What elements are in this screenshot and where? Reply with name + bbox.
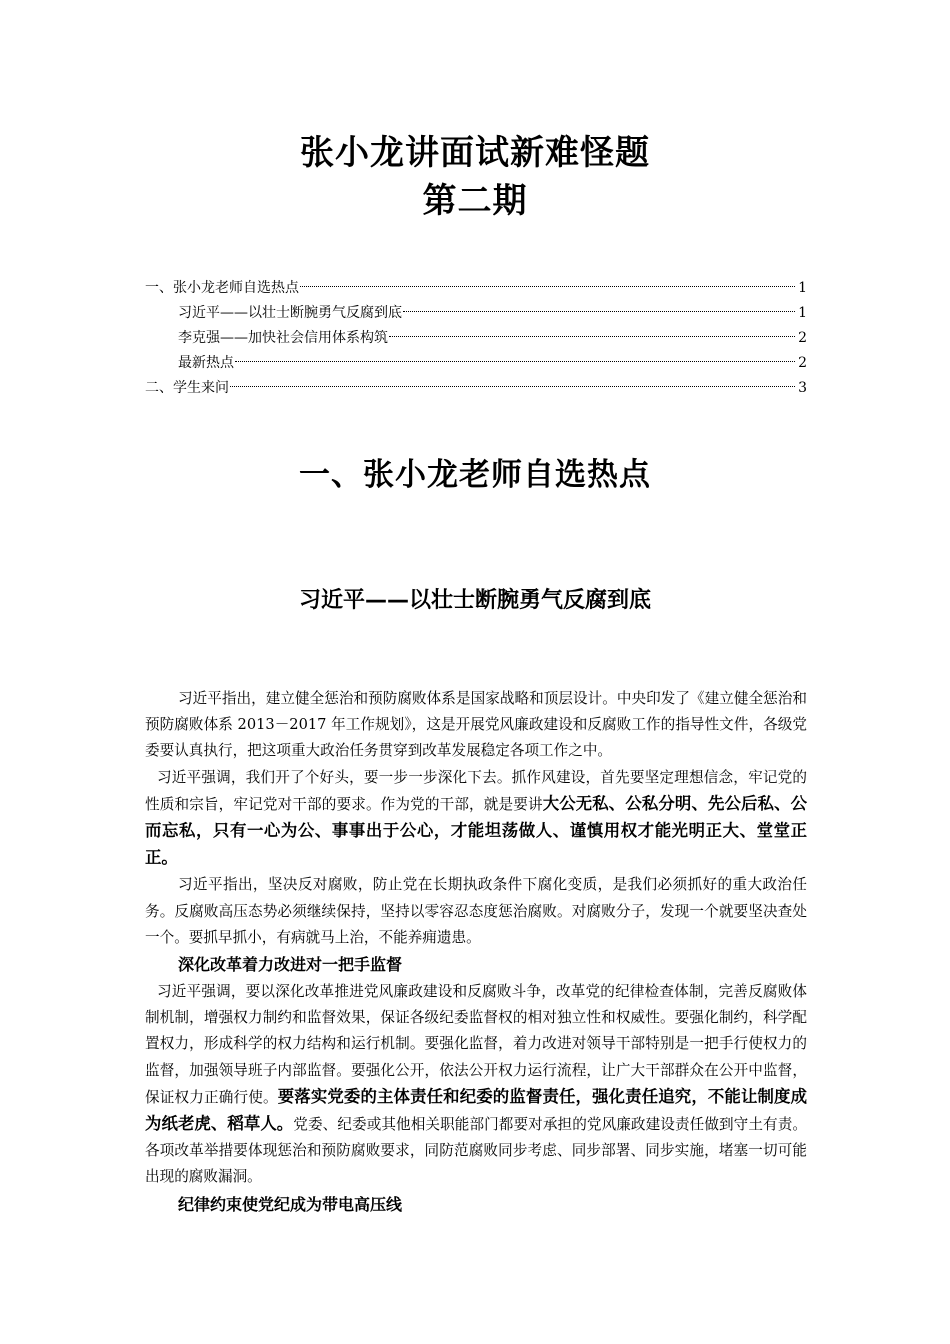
toc-leader-dots	[235, 361, 795, 362]
toc-entry-page: 3	[798, 380, 807, 396]
paragraph-text: 习近平强调，我们开了个好头，要一步一步深化下去。抓作风建设，首先要坚定理想信念，牢记党的性质和宗旨，牢记党对干部的要求。作为党的干部，就是要讲	[145, 768, 807, 813]
toc-entry-label: 习近平——以壮士断腕勇气反腐到底	[178, 305, 402, 321]
toc-entry[interactable]	[145, 301, 807, 326]
toc-entry[interactable]	[145, 376, 807, 401]
toc-entry[interactable]	[145, 351, 807, 376]
toc-entry-page: 2	[798, 330, 807, 346]
paragraph: 习近平指出，建立健全惩治和预防腐败体系是国家战略和顶层设计。中央印发了《建立健全惩治和预防腐败体系 2013－2017 年工作规划》，这是开展党风廉政建设和反腐败工作的指导性文件，各级党委要认真执行，把这项重大政治任务贯穿到改革发展稳定各项工作之中。	[145, 690, 807, 760]
paragraph: 习近平指出，坚决反对腐败，防止党在长期执政条件下腐化变质，是我们必须抓好的重大政治任务。反腐败高压态势必须继续保持，坚持以零容忍态度惩治腐败。对腐败分子，发现一个就要坚决查处一个。要抓早抓小，有病就马上治，不能养痈遗患。	[145, 876, 807, 946]
toc-leader-dots	[403, 311, 795, 312]
toc-entry-label: 李克强——加快社会信用体系构筑	[178, 330, 388, 346]
toc-entry-label: 最新热点	[178, 355, 234, 371]
toc-entry-label: 一、张小龙老师自选热点	[145, 280, 299, 296]
subheading: 深化改革着力改进对一把手监督	[178, 955, 403, 975]
subheading: 纪律约束使党纪成为带电高压线	[178, 1194, 403, 1214]
toc-entry-label: 二、学生来问	[145, 380, 229, 396]
document-title: 张小龙讲面试新难怪题	[300, 133, 650, 173]
table-of-contents	[145, 276, 807, 401]
toc-entry-page: 1	[798, 280, 807, 296]
toc-entry[interactable]	[145, 326, 807, 351]
paragraph-text: 党委、纪委或其他相关职能部门都要对承担的党风廉政建设责任做到守土有责。各项改革举措要体现惩治和预防腐败要求，同防范腐败同步考虑、同步部署、同步实施，堵塞一切可能出现的腐败漏洞。	[145, 1116, 807, 1186]
toc-entry-page: 2	[798, 355, 807, 371]
paragraph	[145, 765, 807, 873]
toc-leader-dots	[230, 386, 795, 387]
article-body	[145, 686, 807, 1219]
toc-leader-dots	[300, 286, 795, 287]
document-subtitle: 第二期	[422, 181, 528, 221]
article-heading: 习近平——以壮士断腕勇气反腐到底	[298, 588, 651, 613]
emphasized-text: 大公无私、公私分明、先公后私、公而忘私，只有一心为公、事事出于公心，才能坦荡做人、谨慎用权才能光明正大、堂堂正正。	[145, 793, 807, 868]
toc-entry-page: 1	[798, 305, 807, 321]
paragraph-text: 习近平强调，要以深化改革推进党风廉政建设和反腐败斗争，改革党的纪律检查体制，完善反腐败体制机制，增强权力制约和监督效果，保证各级纪委监督权的相对独立性和权威性。要强化制约，科学配置权力，形成科学的权力结构和运行机制。要强化监督，着力改进对领导干部特别是一把手行使权力的监督，加强领导班子内部监督。要强化公开，依法公开权力运行流程，让广大干部群众在公开中监督，保证权力正确行使。	[145, 983, 807, 1106]
section-heading: 一、张小龙老师自选热点	[299, 457, 651, 493]
toc-entry[interactable]	[145, 276, 807, 301]
emphasized-text: 要落实党委的主体责任和纪委的监督责任，强化责任追究，不能让制度成为纸老虎、稻草人。	[145, 1086, 807, 1134]
toc-leader-dots	[389, 336, 795, 337]
paragraph	[145, 979, 807, 1191]
